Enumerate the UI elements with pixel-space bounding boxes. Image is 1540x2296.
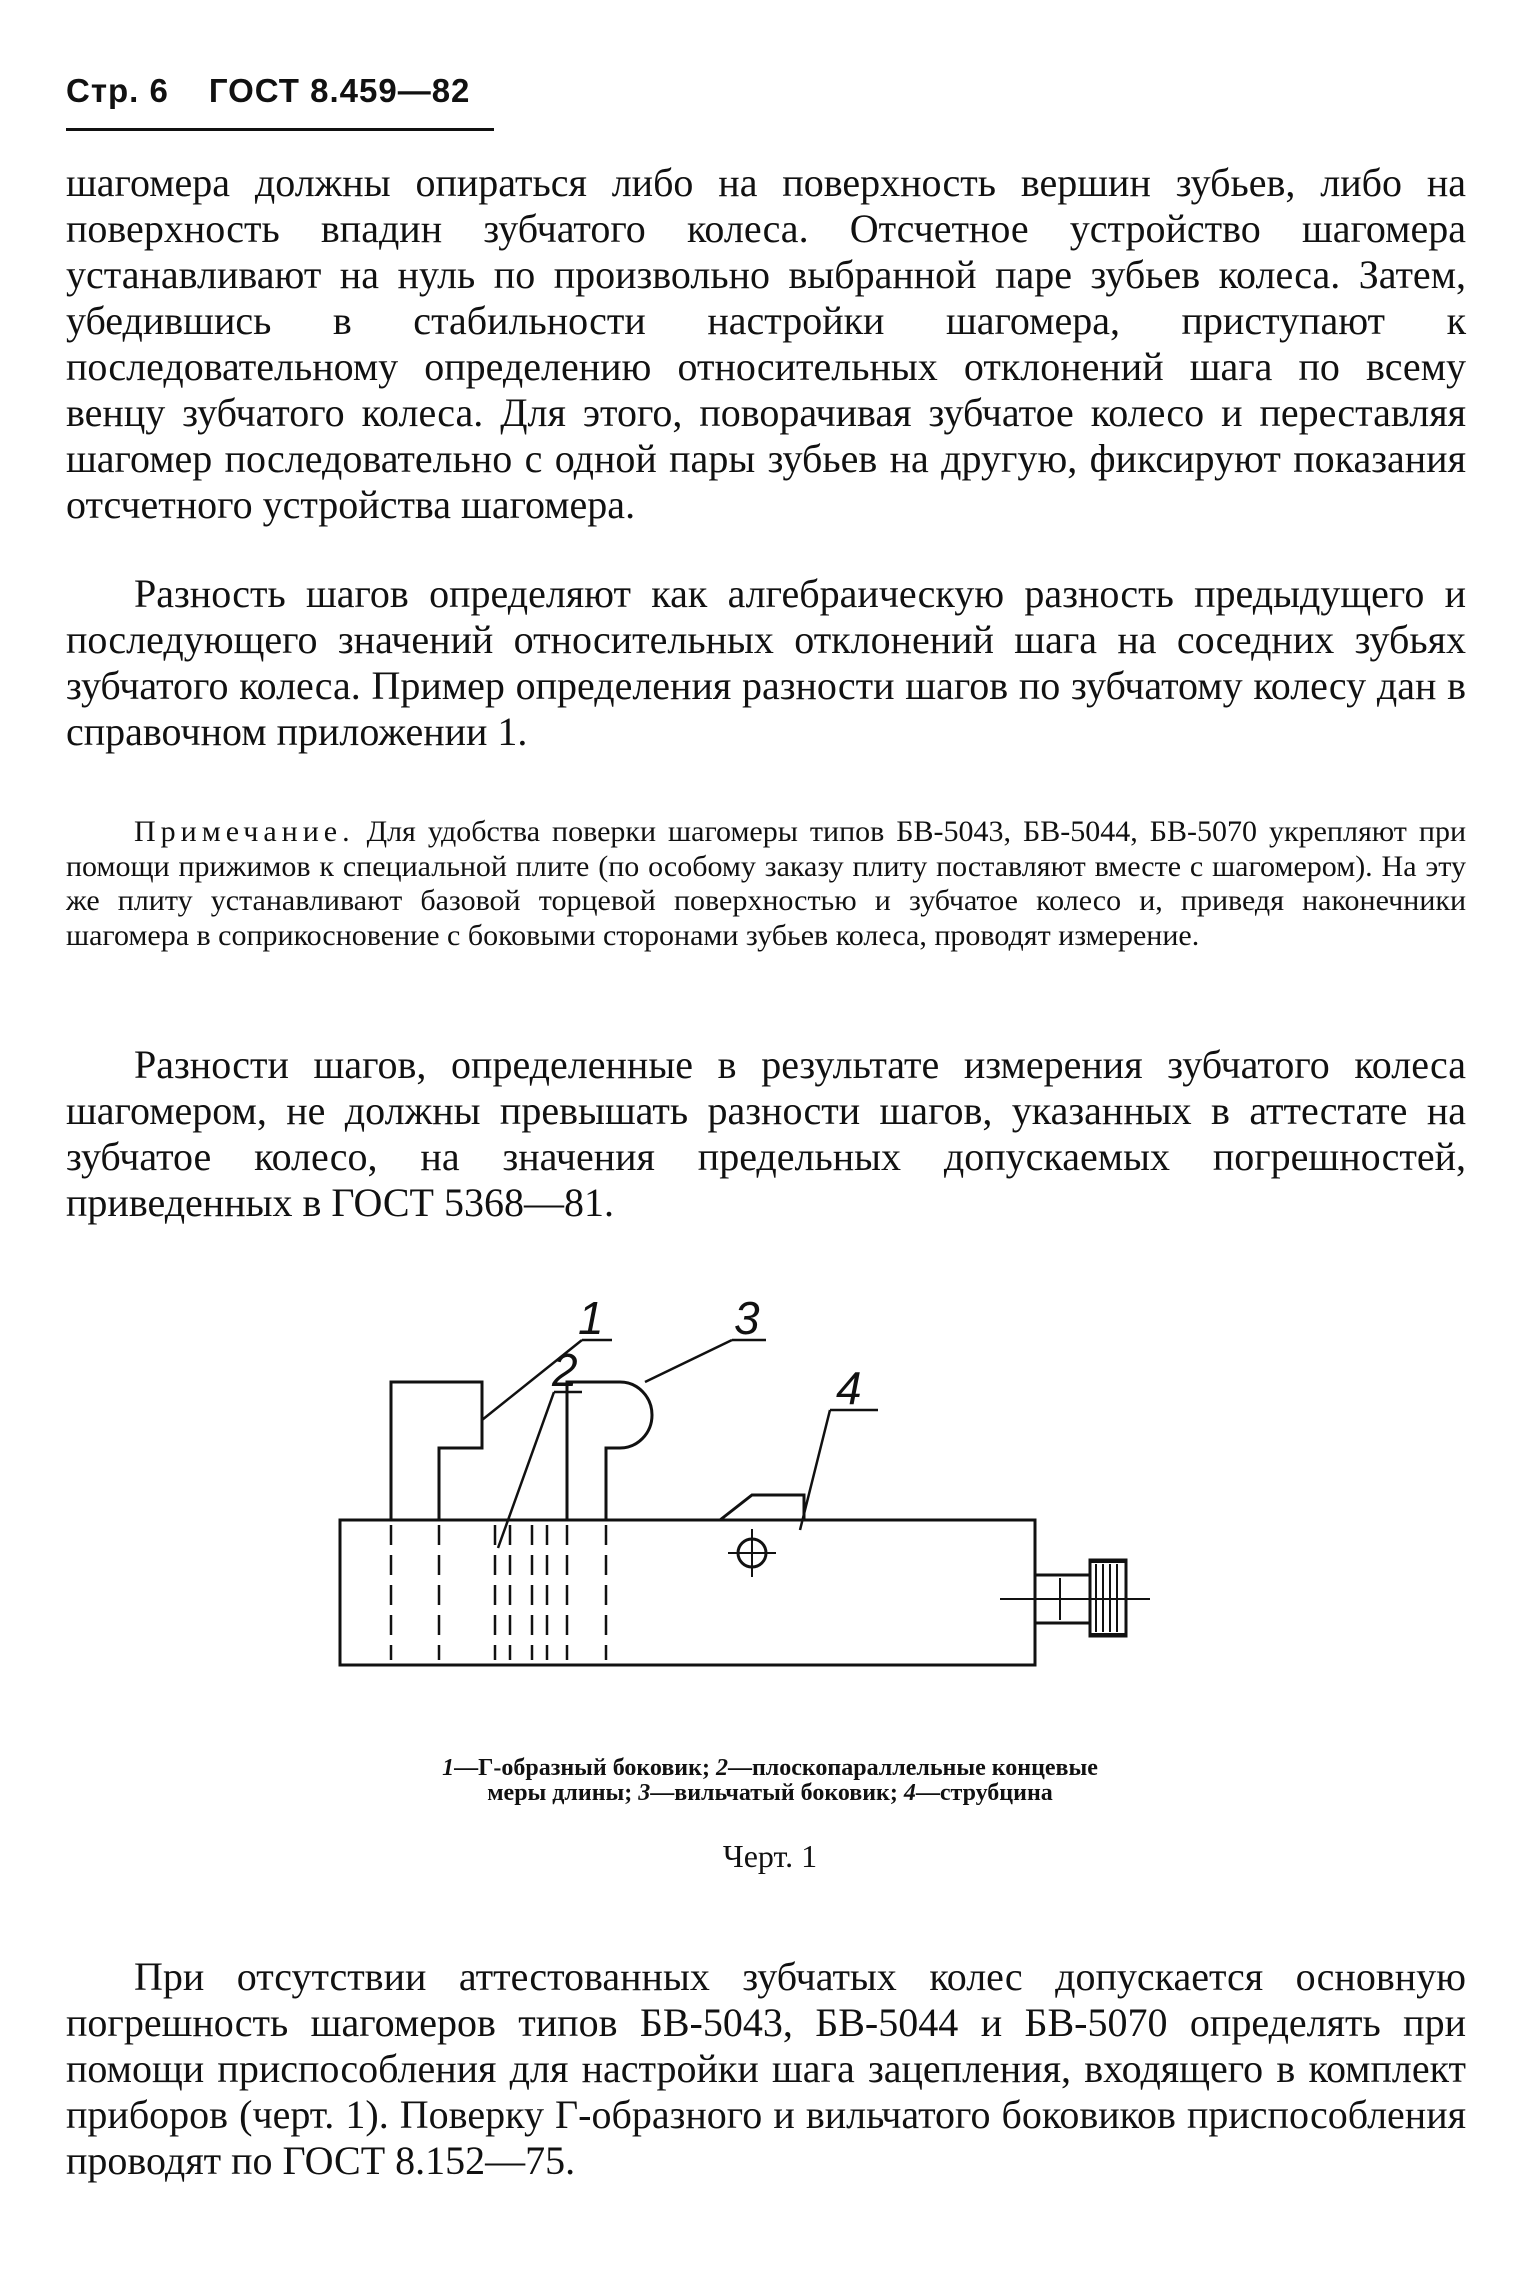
paragraph-1: шагомера должны опираться либо на поверхность вершин зубьев, либо на поверхность впадин зубчатого колеса. Отсчетное устройство шагомера устанавливают на нуль по произвольно выбранной паре зубьев колеса. Затем, убедившись в стабильности настройки шагомера, приступают к последовательному определению относительных отклонений шага по всему венцу зубчатого колеса. Для этого, поворачивая зубчатое колесо и переставляя шагомер последовательно с одной пары зубьев на другую, фиксируют показания отсчетного устройства шагомера.: [66, 160, 1466, 527]
paragraph-3: Разности шагов, определенные в результате измерения зубчатого колеса шагомером, не должны превышать разности шагов, указанных в аттестате на зубчатое колесо, на значения предельных допускаемых погрешностей, приведенных в ГОСТ 5368—81.: [66, 1042, 1466, 1225]
note: [66, 815, 1466, 953]
caption-t4: —струбцина: [915, 1780, 1053, 1806]
callout-4: 4: [836, 1362, 862, 1414]
fixture-drawing: [320, 1300, 1220, 1730]
page-header: [66, 72, 496, 110]
note-text: Для удобства поверки шагомеры типов БВ-5043, БВ-5044, БВ-5070 укрепляют при помощи прижимов к специальной плите (по особому заказу плиту поставляют вместе с шагомером). На эту же плиту устанавливают базовой торцевой поверхностью и зубчатое колесо и, приведя наконечники шагомера в соприкосновение с боковыми сторонами зубьев колеса, проводят измерение.: [66, 815, 1466, 952]
caption-t1: —Г-образный боковик;: [454, 1755, 716, 1781]
caption-n3: 3: [638, 1780, 651, 1806]
note-label: Примечание.: [134, 815, 355, 848]
caption-n2: 2: [715, 1755, 728, 1781]
paragraph-4: При отсутствии аттестованных зубчатых колес допускается основную погрешность шагомеров типов БВ-5043, БВ-5044 и БВ-5070 определять при помощи приспособления для настройки шага зацепления, входящего в комплект приборов (черт. 1). Поверку Г-образного и вильчатого боковиков приспособления проводят по ГОСТ 8.152—75.: [66, 1954, 1466, 2183]
callout-2: 2: [552, 1344, 578, 1396]
caption-t3: —вильчатый боковик;: [650, 1780, 904, 1806]
caption-n4: 4: [903, 1780, 916, 1806]
callout-3: 3: [734, 1300, 760, 1344]
caption-t2: —плоскопараллельные концевые меры длины;: [487, 1755, 1098, 1806]
paragraph-2: Разность шагов определяют как алгебраическую разность предыдущего и последующего значений относительных отклонений шага на соседних зубьях зубчатого колеса. Пример определения разности шагов по зубчатому колесу дан в справочном приложении 1.: [66, 571, 1466, 754]
clamp-wedge: [720, 1495, 804, 1520]
clamp-body: [340, 1520, 1035, 1665]
figure-caption: [420, 1756, 1120, 1806]
caption-n1: 1: [442, 1755, 455, 1781]
standard-code: ГОСТ 8.459—82: [208, 72, 471, 109]
figure-title: Черт. 1: [722, 1838, 818, 1874]
header-rule: [66, 128, 494, 131]
page-number: Стр. 6: [66, 72, 169, 109]
callout-1: 1: [578, 1300, 604, 1344]
l-shaped-side-piece: [391, 1382, 482, 1520]
fork-side-piece: [567, 1382, 652, 1520]
